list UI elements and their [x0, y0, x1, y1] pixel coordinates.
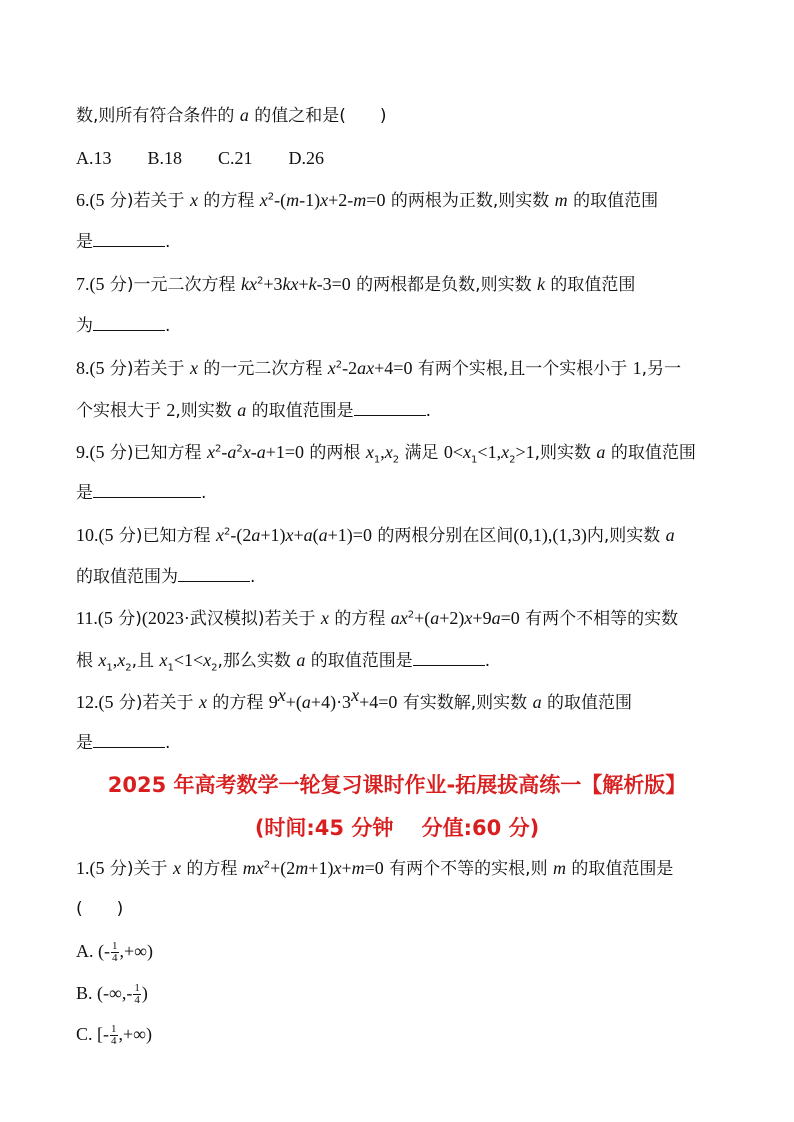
q5-option-a: A.13: [76, 148, 112, 168]
q5-option-d: D.26: [288, 148, 325, 168]
q11-stem: 11.(5 分)(2023·武汉模拟)若关于 x 的方程 $ax^2+(a+2)x+9a=0$ 有两个不相等的实数: [76, 608, 679, 629]
q7-answer-line: 为 .: [76, 316, 171, 336]
q6-stem: 6.(5 分)若关于 x 的方程 $x^2-(m-1)x+2-m=0$ 的两根为正数,则实数 m 的取值范围: [76, 190, 659, 211]
q5-option-b: B.18: [147, 148, 183, 168]
q7-stem: 7.(5 分)一元二次方程 $kx^2+3kx+k-3=0$ 的两根都是负数,则实数 k 的取值范围: [76, 274, 636, 295]
section-subtitle: (时间:45 分钟 分值:60 分): [254, 816, 540, 840]
q5-options: [76, 146, 720, 171]
q5-stem-line: 数,则所有符合条件的 a 的值之和是( ): [76, 105, 387, 126]
q8-answer-line: 个实根大于 2,则实数 a 的取值范围是 .: [76, 400, 432, 421]
q12-stem: 12.(5 分)若关于 x 的方程 $9^x+(a+4)\cdot 3^x+4=0$ 有实数解,则实数 a 的取值范围: [76, 685, 632, 713]
q9-answer-blank[interactable]: [93, 481, 201, 498]
q11-answer-blank[interactable]: [413, 649, 485, 666]
q10-answer-line: 的取值范围为 .: [76, 567, 256, 587]
fraction-one-quarter: $\frac{1}{4}$: [111, 1022, 117, 1047]
q6-answer-blank[interactable]: [93, 230, 165, 247]
p1-option-a: A. (- $\frac{1}{4}$ ,+∞): [76, 939, 153, 964]
q12-answer-blank[interactable]: [93, 731, 165, 748]
q5-option-c: C.21: [218, 148, 253, 168]
q10-stem: 10.(5 分)已知方程 $x^2-(2a+1)x+a(a+1)=0$ 的两根分别在区间(0,1),(1,3)内,则实数 a: [76, 525, 675, 546]
q8-answer-blank[interactable]: [354, 399, 426, 416]
p1-stem-paren: ( ): [76, 899, 124, 919]
q9-answer-line: 是 .: [76, 483, 207, 503]
q10-answer-blank[interactable]: [178, 565, 250, 582]
fraction-one-quarter: $\frac{1}{4}$: [112, 939, 118, 964]
q9-stem: 9.(5 分)已知方程 $x^2-a^2x-a+1=0$ 的两根 $x_1,x_2$ 满足 $0<x_1<1,x_2>1$,则实数 a 的取值范围: [76, 442, 696, 466]
p1-option-c: C. [- $\frac{1}{4}$ ,+∞): [76, 1022, 152, 1047]
q7-answer-blank[interactable]: [93, 314, 165, 331]
fraction-one-quarter: $\frac{1}{4}$: [134, 981, 140, 1006]
q8-stem: 8.(5 分)若关于 x 的一元二次方程 $x^2-2ax+4=0$ 有两个实根,且一个实根小于 1,另一: [76, 358, 682, 379]
q11-answer-line: 根 $x_1,x_2$,且 $x_1<1<x_2$,那么实数 a 的取值范围是 .: [76, 650, 491, 674]
section-title: 2025 年高考数学一轮复习课时作业-拓展拔高练一【解析版】: [107, 773, 687, 797]
q12-answer-line: 是 .: [76, 733, 171, 753]
q6-answer-line: 是 .: [76, 232, 171, 252]
p1-stem: 1.(5 分)关于 x 的方程 $mx^2+(2m+1)x+m=0$ 有两个不等的实根,则 m 的取值范围是: [76, 858, 674, 879]
p1-option-b: B. (-∞,- $\frac{1}{4}$ ): [76, 981, 148, 1006]
